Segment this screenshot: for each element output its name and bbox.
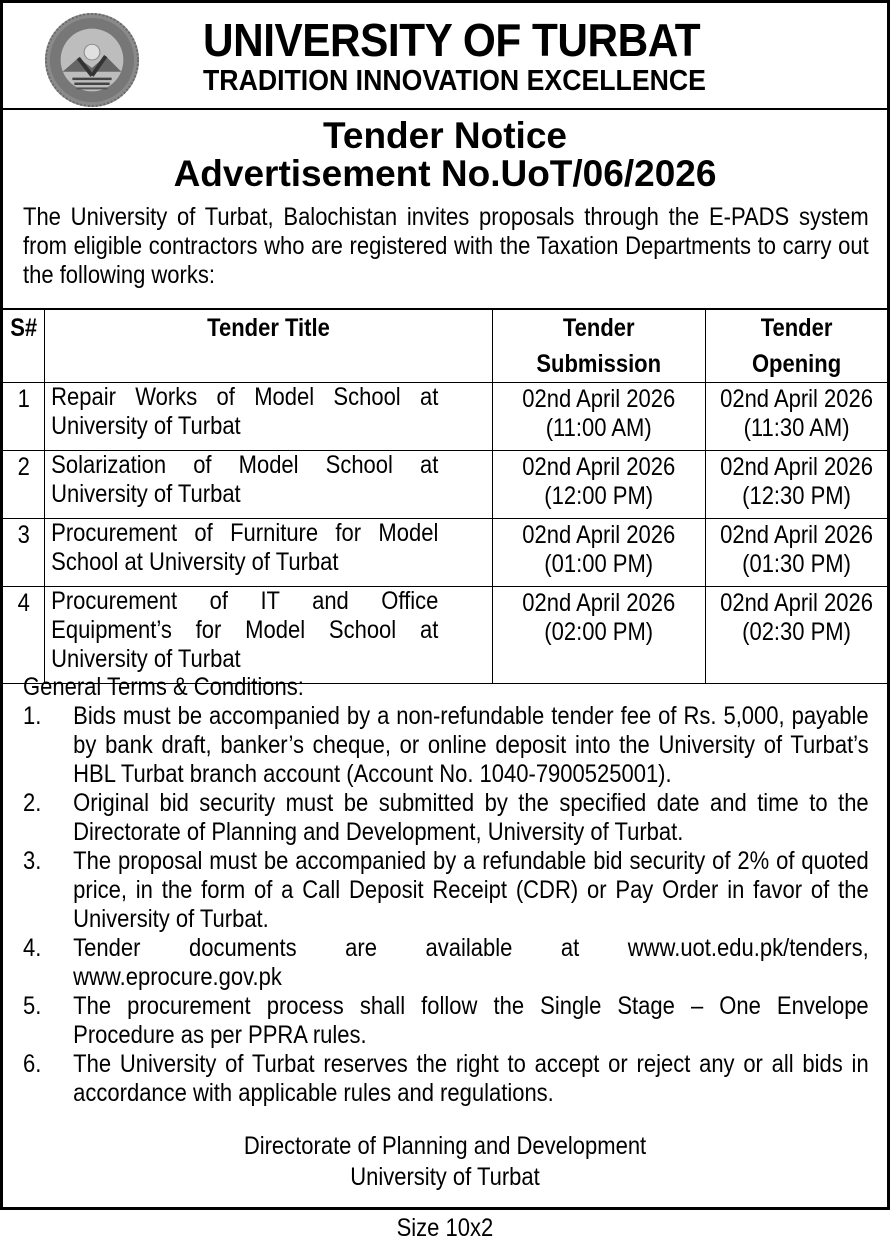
opening-time: (12:30 PM) [742, 482, 851, 510]
term-item [23, 847, 869, 934]
intro-paragraph: The University of Turbat, Balochistan invites proposals through the E-PADS system from eligible contractors who are registered with the Taxation Departments to carry out the following works: [23, 203, 869, 289]
table-row [3, 383, 887, 451]
term-number: 2. [23, 789, 42, 817]
opening-date: 02nd April 2026 [719, 589, 873, 617]
submission-date: 02nd April 2026 [522, 589, 676, 617]
term-text: Tender documents are available at www.uot.edu.pk/tenders, www.eprocure.gov.pk [73, 934, 869, 991]
row-sn: 3 [17, 521, 30, 549]
term-text: The University of Turbat reserves the right to accept or reject any or all bids in accordance with applicable rules and regulations. [73, 1050, 869, 1107]
term-item [23, 992, 869, 1050]
table-row [3, 587, 887, 684]
term-text: Original bid security must be submitted by the specified date and time to the Directorate of Planning and Development, University of Turbat. [73, 789, 869, 846]
term-item [23, 934, 869, 992]
opening-time: (01:30 PM) [742, 550, 851, 578]
row-sn: 4 [17, 589, 30, 617]
header-tender-title: Tender Title [45, 309, 493, 383]
submission-time: (12:00 PM) [544, 482, 654, 510]
term-number: 5. [23, 992, 42, 1020]
term-text: The proposal must be accompanied by a refundable bid security of 2% of quoted price, in the form of a Call Deposit Receipt (CDR) or Pay Order in favor of the University of Turbat. [73, 847, 869, 933]
row-title: Procurement of Furniture for Model School at University of Turbat [51, 519, 439, 576]
row-sn: 2 [17, 453, 30, 481]
signature-line-2: University of Turbat [350, 1163, 540, 1191]
term-number: 3. [23, 847, 42, 875]
terms-heading: General Terms & Conditions: [23, 673, 304, 701]
submission-date: 02nd April 2026 [522, 521, 676, 549]
opening-date: 02nd April 2026 [719, 521, 873, 549]
opening-date: 02nd April 2026 [719, 453, 873, 481]
term-number: 4. [23, 934, 42, 962]
size-note: Size 10x2 [396, 1214, 494, 1242]
opening-time: (11:30 AM) [743, 414, 850, 442]
university-seal-logo [43, 11, 141, 109]
tender-table [3, 308, 887, 684]
table-row [3, 451, 887, 519]
submission-time: (02:00 PM) [544, 618, 654, 646]
signature-block [3, 1131, 887, 1193]
terms-section [23, 673, 869, 1108]
row-sn: 1 [17, 385, 30, 413]
term-item [23, 789, 869, 847]
submission-time: (01:00 PM) [544, 550, 654, 578]
submission-time: (11:00 AM) [546, 414, 653, 442]
term-item [23, 702, 869, 789]
advertisement-number: Advertisement No.UoT/06/2026 [173, 153, 717, 194]
term-text: Bids must be accompanied by a non-refundable tender fee of Rs. 5,000, payable by bank draft, banker’s cheque, or online deposit into the University of Turbat’s HBL Turbat branch account (Account No. 1040-7900525001). [73, 702, 869, 788]
opening-date: 02nd April 2026 [719, 385, 873, 413]
submission-date: 02nd April 2026 [522, 453, 676, 481]
signature-line-1: Directorate of Planning and Development [243, 1132, 647, 1160]
header [3, 3, 887, 110]
row-title: Repair Works of Model School at University of Turbat [51, 383, 439, 440]
term-text: The procurement process shall follow the Single Stage – One Envelope Procedure as per PPRA rules. [73, 992, 869, 1049]
opening-time: (02:30 PM) [742, 618, 851, 646]
notice-title: Tender Notice [323, 115, 567, 156]
table-row [3, 519, 887, 587]
table-header-row [3, 309, 887, 383]
term-number: 6. [23, 1050, 42, 1078]
submission-date: 02nd April 2026 [522, 385, 676, 413]
term-item [23, 1050, 869, 1108]
header-tender-opening: Tender Opening [705, 309, 887, 383]
row-title: Solarization of Model School at University of Turbat [51, 451, 439, 508]
term-number: 1. [23, 702, 42, 730]
header-sn: S# [3, 309, 45, 383]
university-motto: TRADITION INNOVATION EXCELLENCE [203, 65, 706, 97]
header-tender-submission: Tender Submission [493, 309, 705, 383]
university-name: UNIVERSITY OF TURBAT [203, 14, 701, 66]
row-title: Procurement of IT and Office Equipment’s for Model School at University of Turbat [51, 587, 439, 673]
